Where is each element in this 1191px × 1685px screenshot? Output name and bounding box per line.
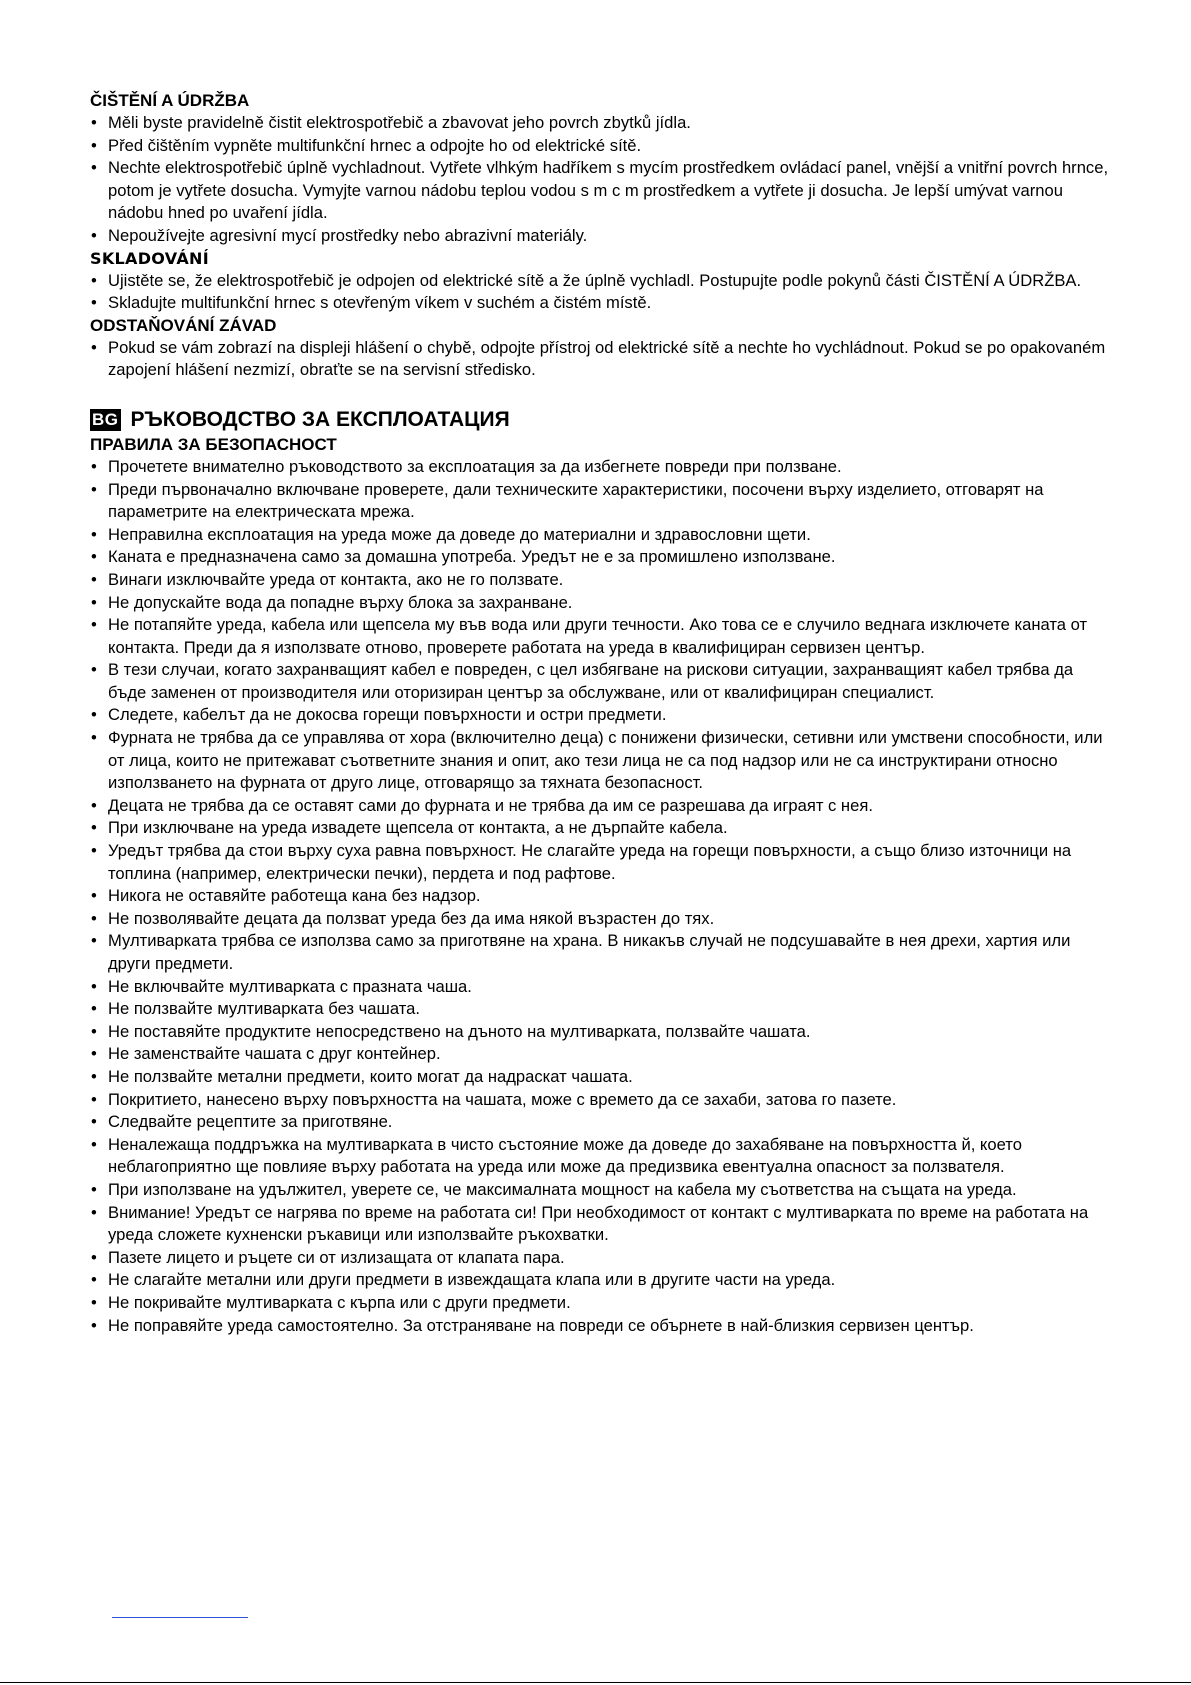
list-item: • Не поправяйте уреда самостоятелно. За отстраняване на повреди се обърнете в най-близкия сервизен център. [90,1315,1110,1338]
cz-troubleshooting-heading: ODSTAŇOVÁNÍ ZÁVAD [90,315,277,335]
list-item: • Никога не оставяйте работеща кана без надзор. [90,885,1110,908]
list-item: • Не допускайте вода да попадне върху блока за захранване. [90,592,1110,615]
list-item: • Внимание! Уредът се нагрява по време на работата си! При необходимост от контакт с мултиварката по време на работата на уреда сложете кухненски ръкавици или използвайте ръкохватки. [90,1202,1110,1247]
cz-cleaning-heading: ČIŠTĚNÍ A ÚDRŽBA [90,91,250,110]
list-item: • Skladujte multifunkční hrnec s otevřeným víkem v suchém a čistém místě. [90,292,1110,315]
manual-page [90,90,1110,1337]
list-item: • Не заменствайте чашата с друг контейнер. [90,1043,1110,1066]
list-item: • Nepoužívejte agresivní mycí prostředky nebo abrazivní materiály. [90,225,1110,248]
list-item: • При изключване на уреда извадете щепсела от контакта, а не дърпайте кабела. [90,817,1110,840]
list-item: • Не включвайте мултиварката с празната чаша. [90,976,1110,999]
list-item: • При използване на удължител, уверете се, че максималната мощност на кабела му съответства на същата на уреда. [90,1179,1110,1202]
list-item: • Следвайте рецептите за приготвяне. [90,1111,1110,1134]
list-item: • Покритието, нанесено върху повърхността на чашата, може с времето да се захаби, затова го пазете. [90,1089,1110,1112]
list-item: • Не покривайте мултиварката с кърпа или с други предмети. [90,1292,1110,1315]
cz-storage-heading: SKLADOVÁNÍ [90,248,209,268]
list-item: • Уредът трябва да стои върху суха равна повърхност. Не слагайте уреда на горещи повърхности, а също близо източници на топлина (например, електрически печки), пердета и под рафтове. [90,840,1110,885]
list-item: • Преди първоначално включване проверете, дали техническите характеристики, посочени върху изделието, отговарят на параметрите на електрическата мрежа. [90,479,1110,524]
list-item: • Не ползвайте мултиварката без чашата. [90,998,1110,1021]
list-item: • Неправилна експлоатация на уреда може да доведе до материални и здравословни щети. [90,524,1110,547]
list-item: • Ujistěte se, že elektrospotřebič je odpojen od elektrické sítě a že úplně vychladl. Postupujte podle pokynů části ČISTĚNÍ A ÚDRŽBA. [90,270,1110,293]
footer-link-underline [112,1617,248,1618]
cz-storage-list [90,270,1110,315]
bg-manual-title: РЪКОВОДСТВО ЗА ЕКСПЛОАТАЦИЯ [130,407,510,431]
list-item: • Nechte elektrospotřebič úplně vychladnout. Vytřete vlhkým hadříkem s mycím prostředkem ovládací panel, vnější a vnitřní povrch hrnce, potom je vytřete dosucha. Vymyjte varnou nádobu teplou vodou s m c m prostředkem a vytřete ji dosucha. Je lepší umývat varnou nádobu hned po uvaření jídla. [90,157,1110,225]
list-item: • Не поставяйте продуктите непосредствено на дъното на мултиварката, ползвайте чашата. [90,1021,1110,1044]
list-item: • Не слагайте метални или други предмети в извеждащата клапа или в другите части на уреда. [90,1269,1110,1292]
bg-safety-list [90,456,1110,1337]
list-item: • Каната е предназначена само за домашна употреба. Уредът не е за промишлено използване. [90,546,1110,569]
bg-safety-heading: ПРАВИЛА ЗА БЕЗОПАСНОСТ [90,434,337,454]
list-item: • Не позволявайте децата да ползват уреда без да има някой възрастен до тях. [90,908,1110,931]
list-item: • Мултиварката трябва се използва само за приготвяне на храна. В никакъв случай не подсушавайте в нея дрехи, хартия или други предмети. [90,930,1110,975]
list-item: • Винаги изключвайте уреда от контакта, ако не го ползвате. [90,569,1110,592]
list-item: • Неналежаща поддръжка на мултиварката в чисто състояние може да доведе до захабяване на повърхността й, което неблагоприятно ще повлияе върху работата на уреда или може да предизвика евентуална опасност за ползвателя. [90,1134,1110,1179]
cz-cleaning-list [90,112,1110,248]
list-item: • Прочетете внимателно ръководството за експлоатация за да избегнете повреди при ползване. [90,456,1110,479]
list-item: • Měli byste pravidelně čistit elektrospotřebič a zbavovat jeho povrch zbytků jídla. [90,112,1110,135]
list-item: • В тези случаи, когато захранващият кабел е повреден, с цел избягване на рискови ситуации, захранващият кабел трябва да бъде заменен от производителя или оторизиран център за обслужване, или от квалифициран специалист. [90,659,1110,704]
list-item: • Децата не трябва да се оставят сами до фурната и не трябва да им се разрешава да играят с нея. [90,795,1110,818]
bg-section-title [90,406,1110,434]
list-item: • Не ползвайте метални предмети, които могат да надраскат чашата. [90,1066,1110,1089]
list-item: • Фурната не трябва да се управлява от хора (включително деца) с понижени физически, сетивни или умствени способности, или от лица, които не притежават съответните знания и опит, ако тези лица не са под надзор или не са инструктирани относно използването на фурната от друго лице, отговарящо за тяхната безопасност. [90,727,1110,795]
list-item: • Не потапяйте уреда, кабела или щепсела му във вода или други течности. Ако това се е случило веднага изключете каната от контакта. Преди да я използвате отново, проверете работата на уреда в квалифициран сервизен център. [90,614,1110,659]
list-item: • Pokud se vám zobrazí na displeji hlášení o chybě, odpojte přístroj od elektrické sítě a nechte ho vychládnout. Pokud se po opakovaném zapojení hlášení nezmizí, obraťte se na servisní středisko. [90,337,1110,382]
list-item: • Пазете лицето и ръцете си от излизащата от клапата пара. [90,1247,1110,1270]
cz-troubleshooting-list [90,337,1110,382]
footer-divider [0,1682,1191,1683]
list-item: • Před čištěním vypněte multifunkční hrnec a odpojte ho od elektrické sítě. [90,135,1110,158]
bg-language-badge: BG [92,409,119,429]
list-item: • Следете, кабелът да не докосва горещи повърхности и остри предмети. [90,704,1110,727]
